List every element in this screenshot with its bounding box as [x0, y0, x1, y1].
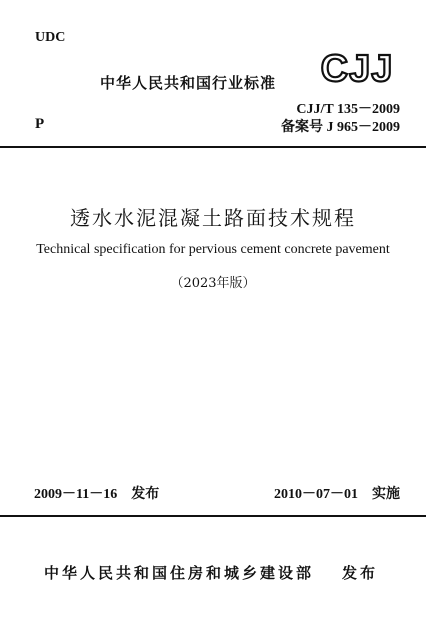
- filing-number: 备案号 J 965－2009: [281, 120, 400, 135]
- effective-label: 实施: [372, 486, 400, 502]
- cjj-logo: [314, 50, 400, 86]
- title-english: Technical specification for pervious cement concrete pavement: [36, 242, 390, 257]
- issue-label: 发布: [131, 486, 160, 502]
- issue-date-block: [34, 483, 159, 503]
- edition-label: （2023年版）: [170, 276, 256, 291]
- cjj-logo-text: CJJ: [320, 50, 394, 86]
- top-divider: [0, 146, 426, 148]
- bottom-divider: [0, 515, 426, 517]
- effective-date-block: [274, 483, 400, 503]
- classification-label: P: [35, 116, 45, 132]
- effective-date: 2010－07－01: [274, 487, 358, 502]
- title-chinese: 透水水泥混凝土路面技术规程: [70, 206, 356, 230]
- publisher-name: 中华人民共和国住房和城乡建设部: [44, 564, 315, 582]
- publisher-block: [44, 562, 378, 583]
- standard-type: 中华人民共和国行业标准: [100, 74, 277, 92]
- udc-label: UDC: [35, 30, 66, 45]
- issue-date: 2009－11－16: [34, 487, 118, 502]
- standard-code: CJJ/T 135－2009: [296, 102, 400, 117]
- publish-action: 发布: [342, 564, 379, 582]
